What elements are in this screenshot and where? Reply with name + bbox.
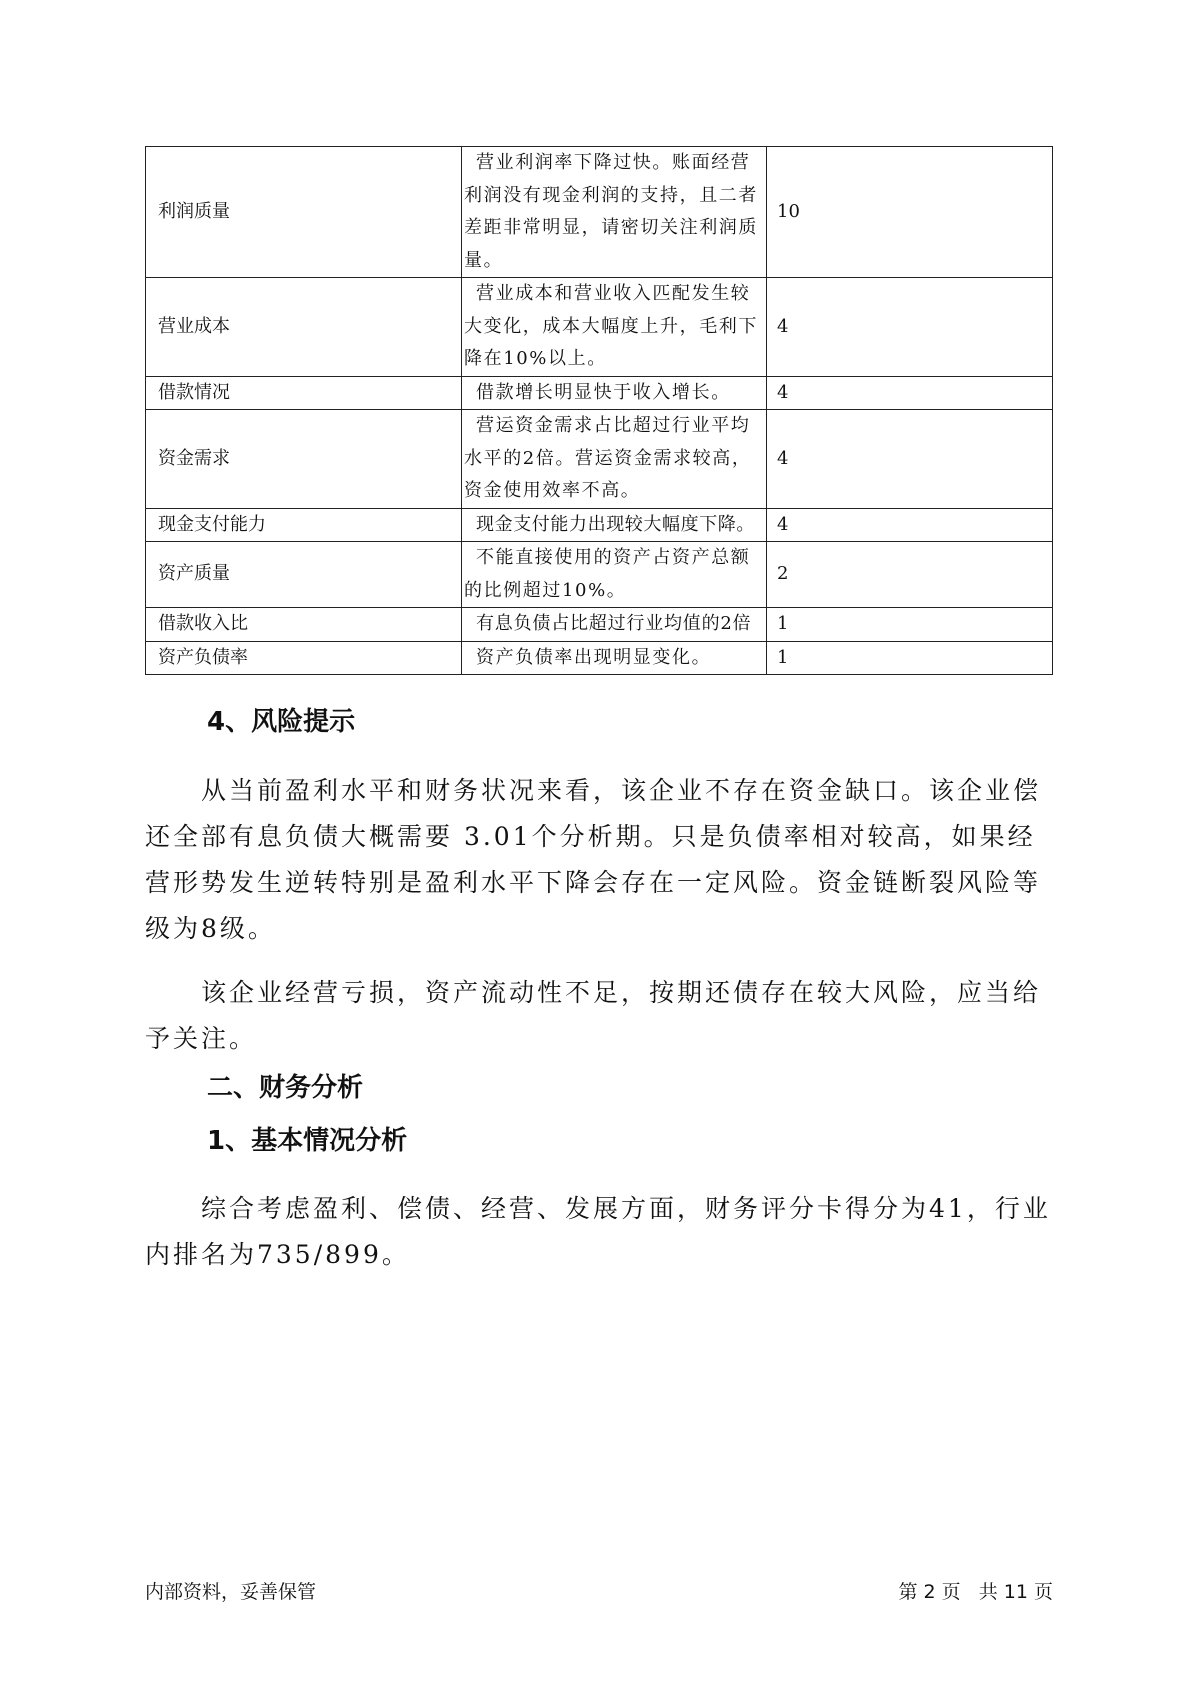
indicator-description: 有息负债占比超过行业均值的2倍 xyxy=(462,608,767,642)
indicator-score: 4 xyxy=(767,278,1053,377)
table-row xyxy=(146,147,1053,278)
indicator-description: 不能直接使用的资产占资产总额的比例超过10%。 xyxy=(462,542,767,608)
indicator-name: 现金支付能力 xyxy=(146,508,462,542)
indicator-score: 4 xyxy=(767,410,1053,509)
indicator-score: 1 xyxy=(767,641,1053,675)
table-row xyxy=(146,542,1053,608)
risk-paragraph-1: 从当前盈利水平和财务状况来看，该企业不存在资金缺口。该企业偿还全部有息负债大概需要 3.01个分析期。只是负债率相对较高，如果经营形势发生逆转特别是盈利水平下降会存在一定风险。资金链断裂风险等级为8级。 xyxy=(145,776,1042,943)
risk-indicator-table xyxy=(145,146,1053,675)
indicator-name: 借款情况 xyxy=(146,376,462,410)
footer-page-number: 第 2 页 共 11 页 xyxy=(898,1581,1053,1603)
indicator-description: 资产负债率出现明显变化。 xyxy=(462,641,767,675)
table-row xyxy=(146,608,1053,642)
indicator-name: 资产质量 xyxy=(146,542,462,608)
table-row xyxy=(146,376,1053,410)
section-heading-risk: 4、风险提示 xyxy=(207,707,356,737)
subsection-heading-basic: 1、基本情况分析 xyxy=(207,1126,408,1156)
indicator-description: 借款增长明显快于收入增长。 xyxy=(462,376,767,410)
indicator-description: 营运资金需求占比超过行业平均水平的2倍。营运资金需求较高，资金使用效率不高。 xyxy=(462,410,767,509)
indicator-score: 2 xyxy=(767,542,1053,608)
indicator-score: 1 xyxy=(767,608,1053,642)
risk-paragraph-2: 该企业经营亏损，资产流动性不足，按期还债存在较大风险，应当给予关注。 xyxy=(145,978,1042,1053)
indicator-name: 利润质量 xyxy=(146,147,462,278)
basic-analysis-paragraph: 综合考虑盈利、偿债、经营、发展方面，财务评分卡得分为41，行业内排名为735/899。 xyxy=(145,1194,1051,1269)
table-row xyxy=(146,278,1053,377)
indicator-score: 4 xyxy=(767,508,1053,542)
indicator-score: 4 xyxy=(767,376,1053,410)
indicator-name: 营业成本 xyxy=(146,278,462,377)
indicator-description: 现金支付能力出现较大幅度下降。 xyxy=(462,508,767,542)
table-row xyxy=(146,641,1053,675)
indicator-name: 资产负债率 xyxy=(146,641,462,675)
indicator-name: 资金需求 xyxy=(146,410,462,509)
indicator-score: 10 xyxy=(767,147,1053,278)
indicator-description: 营业成本和营业收入匹配发生较大变化，成本大幅度上升，毛利下降在10%以上。 xyxy=(462,278,767,377)
indicator-name: 借款收入比 xyxy=(146,608,462,642)
footer-confidential-note: 内部资料，妥善保管 xyxy=(145,1581,317,1603)
table-row xyxy=(146,508,1053,542)
table-row xyxy=(146,410,1053,509)
section-heading-finance: 二、财务分析 xyxy=(207,1073,364,1103)
indicator-description: 营业利润率下降过快。账面经营利润没有现金利润的支持，且二者差距非常明显，请密切关注利润质量。 xyxy=(462,147,767,278)
